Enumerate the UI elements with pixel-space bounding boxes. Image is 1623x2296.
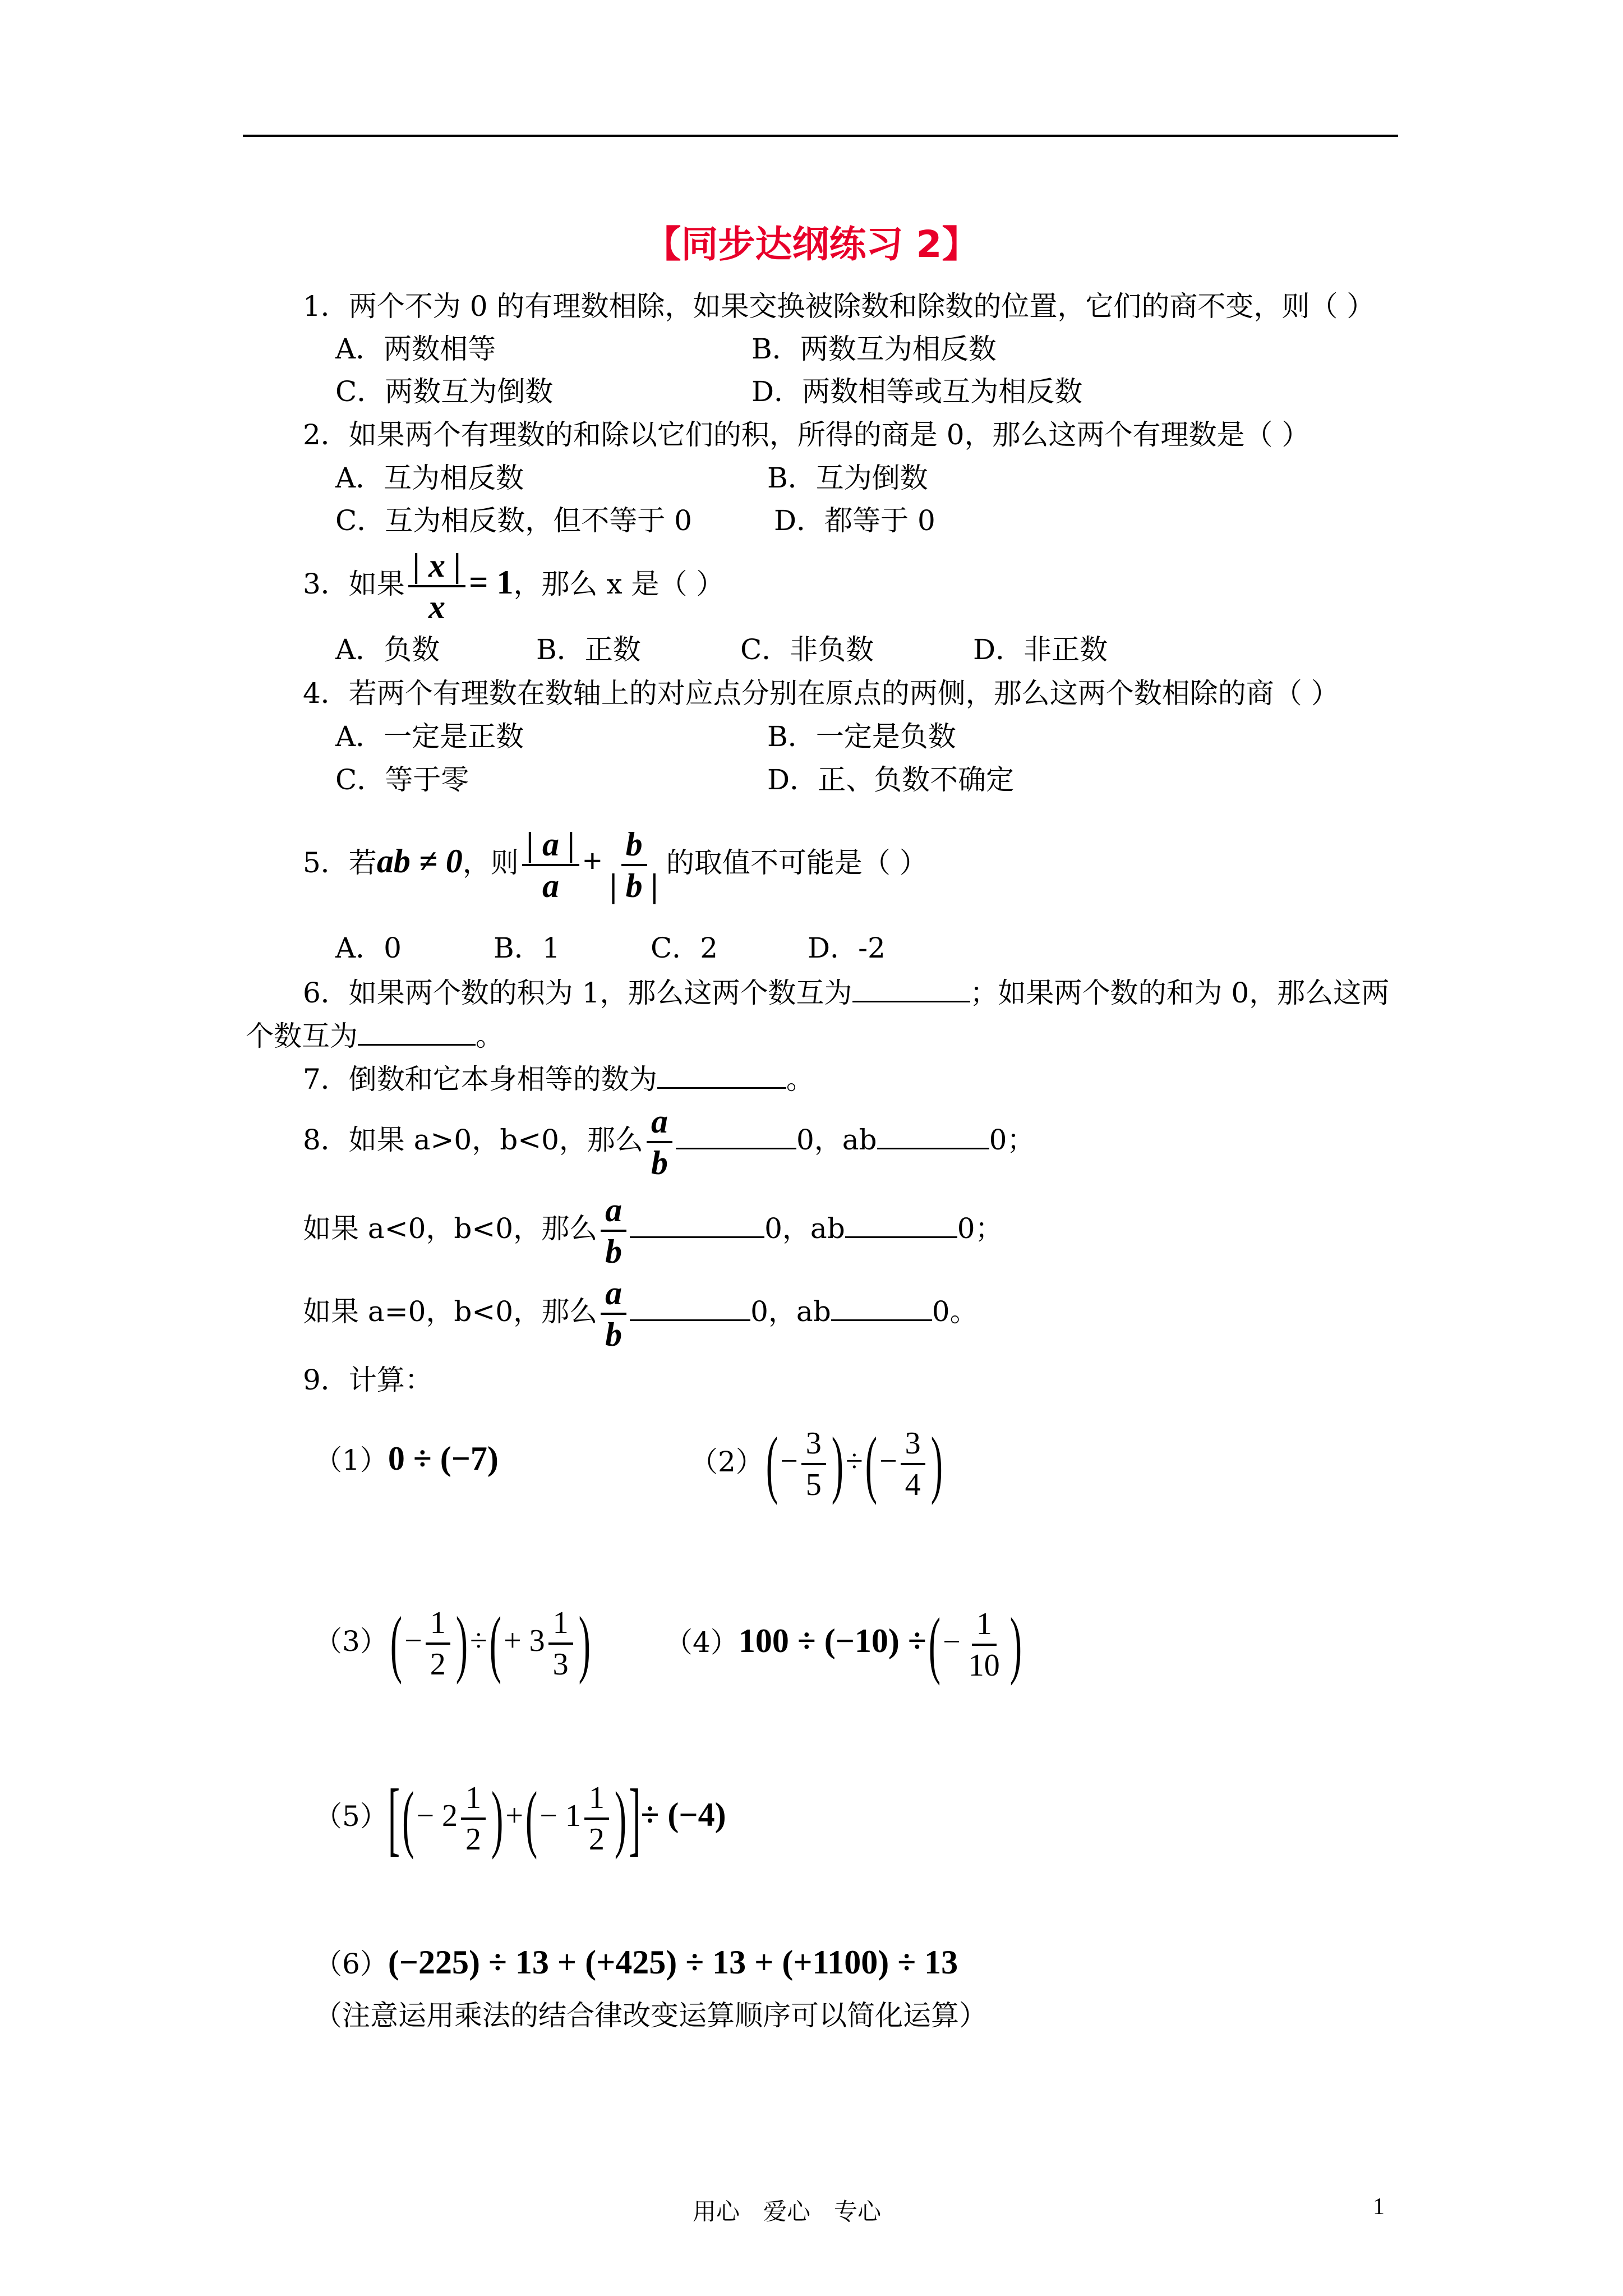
- q9-part-1: （1）0 ÷ (−7): [314, 1440, 499, 1477]
- q9-part-3: （3）(− $\frac{1}{2}$ )÷(+ 3 $\frac{1}{3}$ ): [314, 1601, 591, 1685]
- q7-stem: 7．倒数和它本身相等的数为 。: [303, 1061, 814, 1096]
- q8-row-1: 8．如果 a>0，b<0，那么 $\frac{a}{b}$ 0，ab 0；: [303, 1103, 1035, 1181]
- q9-label: 9．计算：: [303, 1364, 433, 1396]
- q5-mid: ，则: [462, 846, 519, 879]
- q8-blank-3a[interactable]: [630, 1294, 750, 1321]
- q4-option-a: A．一定是正数: [335, 720, 524, 753]
- q5-option-d: D．-2: [808, 932, 886, 964]
- q4-option-c: C．等于零: [335, 763, 469, 796]
- q8-row-2: 如果 a<0，b<0，那么 $\frac{a}{b}$ 0，ab 0；: [303, 1191, 1003, 1270]
- q6-line-1: 6．如果两个数的积为 1，那么这两个数互为 ；如果两个数的和为 0，那么这两: [303, 975, 1389, 1010]
- q3-option-b: B．正数: [536, 633, 641, 666]
- q3-equals: = 1: [469, 564, 514, 601]
- q5-plus: +: [583, 843, 602, 880]
- q5-suffix: 的取值不可能是（ ）: [666, 846, 928, 879]
- page-title: 【同步达纲练习 2】: [644, 223, 979, 266]
- q3-option-c: C．非负数: [740, 633, 874, 666]
- q6-blank-1[interactable]: [852, 975, 970, 1002]
- q9-part-4: （4）100 ÷ (−10) ÷(− $\frac{1}{10}$ ): [665, 1602, 1022, 1686]
- q5-fraction-1: $\frac{| a |}{a}$: [522, 825, 579, 905]
- q2-option-a: A．互为相反数: [335, 462, 524, 494]
- q5-prefix: 5．若: [303, 846, 377, 879]
- q2-option-c: C．互为相反数，但不等于 0: [335, 504, 692, 537]
- q6-line-2: 个数互为 。: [246, 1018, 504, 1053]
- q8-fraction: $\frac{a}{b}$: [647, 1102, 672, 1182]
- q1-stem: 1．两个不为 0 的有理数相除，如果交换被除数和除数的位置，它们的商不变，则（ ）: [303, 290, 1375, 323]
- header-rule: [243, 135, 1398, 137]
- q3-prefix: 3．如果: [303, 568, 405, 600]
- q1-option-c: C．两数互为倒数: [335, 375, 554, 408]
- q5-option-c: C．2: [651, 932, 718, 964]
- q5-option-b: B．1: [494, 932, 560, 964]
- q3-suffix: ，那么 x 是（ ）: [513, 568, 725, 600]
- q8-blank-2a[interactable]: [630, 1211, 764, 1238]
- q5-option-a: A．0: [335, 932, 402, 964]
- q8-blank-1a[interactable]: [676, 1122, 796, 1149]
- q9-part-5: （5）[(− 2 $\frac{1}{2}$ )+(− 1 $\frac{1}{2}$ )]÷ (−4): [314, 1772, 726, 1864]
- q4-stem: 4．若两个有理数在数轴上的对应点分别在原点的两侧，那么这两个数相除的商（ ）: [303, 677, 1339, 710]
- q9-part-6: （6）(−225) ÷ 13 + (+425) ÷ 13 + (+1100) ÷ 13: [314, 1944, 958, 1981]
- q3-option-a: A．负数: [335, 633, 440, 666]
- q3-option-d: D．非正数: [973, 633, 1108, 666]
- page-number: 1: [1373, 2194, 1385, 2220]
- q4-option-d: D．正、负数不确定: [767, 763, 1015, 796]
- q2-option-d: D．都等于 0: [774, 504, 935, 537]
- q1-option-b: B．两数互为相反数: [751, 333, 997, 365]
- q2-stem: 2．如果两个有理数的和除以它们的积，所得的商是 0，那么这两个有理数是（ ）: [303, 418, 1310, 451]
- q8-row-3: 如果 a=0，b<0，那么 $\frac{a}{b}$ 0，ab 0。: [303, 1274, 978, 1353]
- q5-stem: [303, 819, 928, 905]
- q8-blank-1b[interactable]: [877, 1122, 989, 1149]
- q7-blank[interactable]: [657, 1061, 786, 1089]
- q1-option-a: A．两数相等: [335, 333, 496, 365]
- q2-option-b: B．互为倒数: [767, 462, 928, 494]
- q8-fraction: $\frac{a}{b}$: [601, 1190, 626, 1271]
- q1-option-d: D．两数相等或互为相反数: [751, 375, 1083, 408]
- q9-note: （注意运用乘法的结合律改变运算顺序可以简化运算）: [314, 1999, 987, 2032]
- q5-condition: ab ≠ 0: [376, 843, 463, 880]
- q4-option-b: B．一定是负数: [767, 720, 956, 753]
- footer-slogan: 用心 爱心 专心: [693, 2198, 882, 2225]
- q8-blank-2b[interactable]: [845, 1211, 957, 1238]
- q8-blank-3b[interactable]: [831, 1294, 932, 1321]
- q5-fraction-2: $\frac{b}{| b |}$: [610, 826, 658, 904]
- q3-fraction: $\frac{| x |}{x}$: [408, 546, 465, 627]
- q9-part-2: （2）(− $\frac{3}{5}$ )÷(− $\frac{3}{4}$ ): [690, 1421, 943, 1506]
- q8-fraction: $\frac{a}{b}$: [601, 1273, 626, 1354]
- q3-stem: [303, 543, 724, 627]
- q6-blank-2[interactable]: [358, 1018, 476, 1046]
